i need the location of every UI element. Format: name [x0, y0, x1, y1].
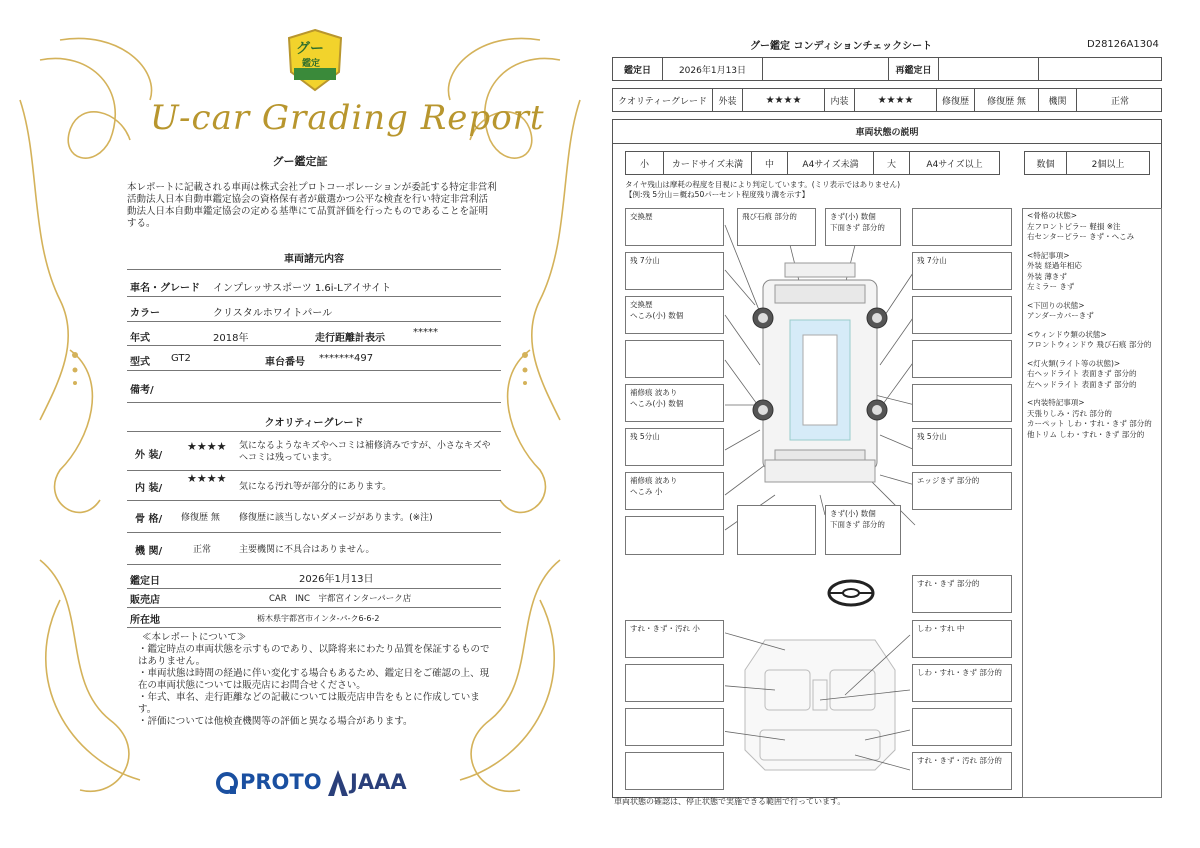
sheet-title: グー鑑定 コンディションチェックシート: [750, 41, 933, 52]
note-group-underbody: [1027, 301, 1157, 322]
spec-heading: 車両諸元内容: [284, 254, 344, 265]
note-box: [625, 664, 724, 702]
note-text: 残 5分山: [917, 432, 947, 441]
note-group-windows: [1027, 330, 1157, 351]
spec-row-name: [127, 270, 501, 297]
tire-example: 【例:残 5分山＝概ね50パーセント程度残り溝を示す】: [625, 190, 810, 199]
model-label: 型式: [130, 357, 150, 368]
repair-history-label: 修復歴: [937, 89, 975, 111]
color-label: カラー: [130, 308, 160, 319]
name-value: インプレッサスポーツ 1.6i-Lアイサイト: [213, 283, 392, 294]
note-text: きず(小) 数個: [830, 212, 876, 221]
interior-text: 気になる汚れ等が部分的にあります。: [239, 482, 392, 492]
note-box: [912, 208, 1012, 246]
note-text: 交換歴: [630, 300, 653, 309]
note-box: [625, 296, 724, 334]
note-item: ・鑑定時点の車両状態を示すものであり、以降将来にわたり品質を保証するものではありません。: [138, 644, 490, 667]
legend-count-desc: 2個以上: [1091, 159, 1125, 170]
date-label: 鑑定日: [130, 576, 160, 587]
note-box: [912, 664, 1012, 702]
spec-row-year: [127, 321, 501, 346]
engine-label: 機 関/: [135, 546, 163, 557]
repair-history-value: 修復歴 無: [975, 89, 1039, 111]
spec-row-remarks: [127, 370, 501, 403]
certificate-title: グー鑑定証: [272, 155, 328, 168]
note-group-lights: [1027, 359, 1157, 391]
grade-table: [612, 88, 1162, 112]
exterior-label: 外 装/: [135, 450, 163, 461]
note-box: [625, 208, 724, 246]
quality-heading: クオリティーグレード: [264, 418, 364, 429]
dealer-label: 販売店: [130, 595, 160, 606]
note-text: 残 7分山: [917, 256, 947, 265]
note-text: 補修痕 波あり: [630, 388, 678, 397]
note-item: ・車両状態は時間の経過に伴い変化する場合もあるため、鑑定日をご確認の上、現在の車両状態については販売店にお問合せください。: [138, 668, 490, 691]
note-box: [912, 384, 1012, 422]
mileage-value: *****: [413, 327, 438, 338]
date-table: [612, 57, 1162, 81]
quality-row-engine: [127, 532, 501, 565]
condition-check-sheet: [600, 0, 1200, 848]
note-text: しわ・すれ 中: [917, 624, 965, 633]
note-box: [912, 472, 1012, 510]
note-box: [625, 340, 724, 378]
note-line: 外装 経過年相応: [1027, 261, 1082, 270]
year-label: 年式: [130, 333, 150, 344]
note-line: 他トリム しわ・すれ・きず 部分的: [1027, 429, 1145, 439]
name-label: 車名・グレード: [130, 283, 200, 294]
note-text: きず(小) 数個: [830, 509, 876, 518]
note-box: [625, 384, 724, 422]
note-line: アンダーカバーきず: [1027, 311, 1094, 320]
proto-logo-icon: [216, 772, 238, 796]
empty-cell: [1039, 58, 1163, 80]
tire-box-front-left: [625, 252, 724, 290]
year-value: 2018年: [213, 333, 249, 344]
note-box: [912, 708, 1012, 746]
note-text: へこみ(小) 数個: [630, 399, 684, 408]
remarks-label: 備考/: [130, 385, 154, 396]
color-value: クリスタルホワイトパール: [213, 308, 333, 319]
tire-note: タイヤ残山は摩耗の程度を目視により判定しています。(ミリ表示ではありません): [625, 180, 901, 189]
note-line: 左ミラー きず: [1027, 282, 1075, 291]
note-box: [912, 752, 1012, 790]
note-box: [625, 620, 724, 658]
legend-large: 大: [874, 152, 910, 174]
note-item: ・年式、車名、走行距離などの記載については販売店申告をもとに作成しています。: [138, 692, 480, 715]
vehicle-state-heading: 車両状態の説明: [612, 119, 1162, 144]
note-box: [825, 208, 901, 246]
engine-value: 正常: [1110, 96, 1129, 107]
report-notes: [138, 632, 498, 728]
note-text: 飛び石痕 部分的: [742, 212, 797, 221]
note-box: [912, 575, 1012, 613]
note-heading: <骨格の状態>: [1027, 211, 1078, 220]
note-text: すれ・きず・汚れ 部分的: [917, 756, 1002, 765]
note-text: しわ・すれ・きず 部分的: [917, 668, 1002, 677]
quality-row-exterior: [127, 432, 501, 471]
frame-label: 骨 格/: [135, 514, 163, 525]
note-box: [912, 296, 1012, 334]
note-line: 左フロントピラー 軽損 ※注: [1027, 221, 1121, 231]
legend-small: 小: [626, 152, 664, 174]
note-line: 左ヘッドライト 表面きず 部分的: [1027, 379, 1137, 389]
note-line: 外装 薄きず: [1027, 271, 1067, 281]
note-box: [737, 208, 816, 246]
date-value: 2026年1月13日: [299, 574, 374, 585]
note-text: 補修痕 波あり: [630, 476, 678, 485]
footer-note: 車両状態の確認は、停止状態で実施できる範囲で行っています。: [614, 797, 846, 806]
report-script-title: U-car Grading Report: [150, 98, 545, 138]
note-group-frame: [1027, 211, 1157, 243]
address-label: 所在地: [130, 615, 160, 626]
exterior-text: 気になるようなキズやヘコミは補修済みですが、小さなキズやヘコミは残っています。: [239, 441, 491, 463]
badge-top-text: グー: [296, 41, 324, 57]
interior-label: 内装: [825, 89, 855, 111]
spec-row-color: [127, 296, 501, 322]
interior-label: 内 装/: [135, 483, 163, 494]
model-value: GT2: [171, 353, 191, 364]
note-text: 交換歴: [630, 212, 653, 221]
quality-row-frame: [127, 500, 501, 533]
empty-cell: [763, 58, 889, 80]
tire-box-front-right: [912, 252, 1012, 290]
address-value: 栃木県宇都宮市インタ-パ-ク6-6-2: [257, 614, 380, 623]
note-text: すれ・きず・汚れ 小: [630, 624, 700, 633]
note-heading: <灯火類(ライト等の状態)>: [1027, 358, 1121, 368]
note-heading: <内装特記事項>: [1027, 398, 1085, 407]
spec-row-model: [127, 345, 501, 371]
note-text: エッジきず 部分的: [917, 476, 980, 485]
legend-medium-desc: A4サイズ未満: [788, 152, 874, 174]
quality-grade-label: クオリティーグレード: [613, 89, 713, 111]
note-text: へこみ 小: [630, 487, 663, 496]
note-text: 残 5分山: [630, 432, 660, 441]
note-box: [825, 505, 901, 555]
legend-count: 数個: [1025, 152, 1067, 174]
note-heading: <下回りの状態>: [1027, 300, 1085, 310]
note-line: 右センターピラー きず・へこみ: [1027, 232, 1135, 241]
car-interior-diagram: [725, 600, 915, 800]
count-legend: [1024, 151, 1150, 175]
note-line: フロントウィンドウ 飛び石痕 部分的: [1027, 340, 1152, 349]
jaaa-logo-text: JAAA: [350, 770, 407, 794]
engine-text: 主要機関に不具合はありません。: [239, 545, 375, 555]
reappraisal-date-label: 再鑑定日: [889, 58, 939, 80]
quality-row-interior: [127, 470, 501, 501]
legend-large-desc: A4サイズ以上: [926, 159, 983, 170]
mileage-label: 走行距離計表示: [315, 333, 385, 344]
appraisal-date-value: 2026年1月13日: [663, 58, 763, 80]
certificate-body: 本レポートに記載される車両は株式会社プロトコーポレーションが委託する特定非営利活動法人日本自動車鑑定協会の資格保有者が厳選かつ公平な検査を行い特定非営利活動法人日本自動車鑑定協会の定める基準にて品質評価を行ったものであることを証明する。: [127, 182, 497, 229]
frame-text: 修復歴に該当しないダメージがあります。(※注): [239, 513, 433, 523]
note-group-interior: [1027, 398, 1157, 440]
note-box: [625, 472, 724, 510]
info-row-dealer: [127, 588, 501, 608]
document-number: D28126A1304: [1087, 39, 1159, 50]
tire-box-rear-left: [625, 428, 724, 466]
note-line: 天張りしみ・汚れ 部分的: [1027, 408, 1112, 418]
chassis-label: 車台番号: [265, 357, 305, 368]
note-group-special: [1027, 251, 1157, 293]
note-line: 右ヘッドライト 表面きず 部分的: [1027, 369, 1137, 378]
appraisal-date-label: 鑑定日: [613, 58, 663, 80]
exterior-label: 外装: [713, 89, 743, 111]
info-row-address: [127, 607, 501, 628]
dealer-value: CAR INC 宇都宮インターパーク店: [269, 594, 412, 604]
notes-title: ≪本レポートについて≫: [142, 632, 247, 643]
note-text: 下面きず 部分的: [830, 223, 885, 232]
legend-medium: 中: [752, 152, 788, 174]
note-text: へこみ(小) 数個: [630, 311, 684, 320]
note-box: [625, 516, 724, 555]
tire-box-rear-right: [912, 428, 1012, 466]
condition-notes-panel: [1022, 208, 1162, 798]
note-box: [625, 708, 724, 746]
info-row-date: [127, 566, 501, 589]
size-legend: [625, 151, 1000, 175]
note-text: 下面きず 部分的: [830, 520, 885, 529]
note-box: [912, 340, 1012, 378]
interior-stars: ★★★★: [187, 472, 227, 485]
proto-logo-text: PROTO: [240, 770, 322, 794]
note-box: [737, 505, 816, 555]
exterior-stars: ★★★★: [187, 440, 227, 453]
engine-label: 機関: [1039, 89, 1077, 111]
note-heading: <特記事項>: [1027, 250, 1070, 260]
note-item: ・評価については他検査機関等の評価と異なる場合があります。: [138, 716, 413, 727]
note-line: カーペット しわ・すれ・きず 部分的: [1027, 419, 1152, 428]
engine-value: 正常: [193, 545, 212, 555]
note-box: [912, 620, 1012, 658]
chassis-value: *******497: [319, 353, 374, 364]
exterior-stars: ★★★★: [743, 89, 825, 111]
frame-value: 修復歴 無: [181, 513, 220, 523]
note-heading: <ウィンドウ類の状態>: [1027, 329, 1107, 339]
note-text: 残 7分山: [630, 256, 660, 265]
jaaa-logo-icon: [328, 770, 348, 796]
note-box: [625, 752, 724, 790]
legend-small-desc: カードサイズ未満: [664, 152, 752, 174]
interior-stars: ★★★★: [855, 89, 937, 111]
reappraisal-date-value: [939, 58, 1039, 80]
note-text: すれ・きず 部分的: [917, 579, 980, 588]
badge-bottom-text: 鑑定: [302, 59, 321, 69]
